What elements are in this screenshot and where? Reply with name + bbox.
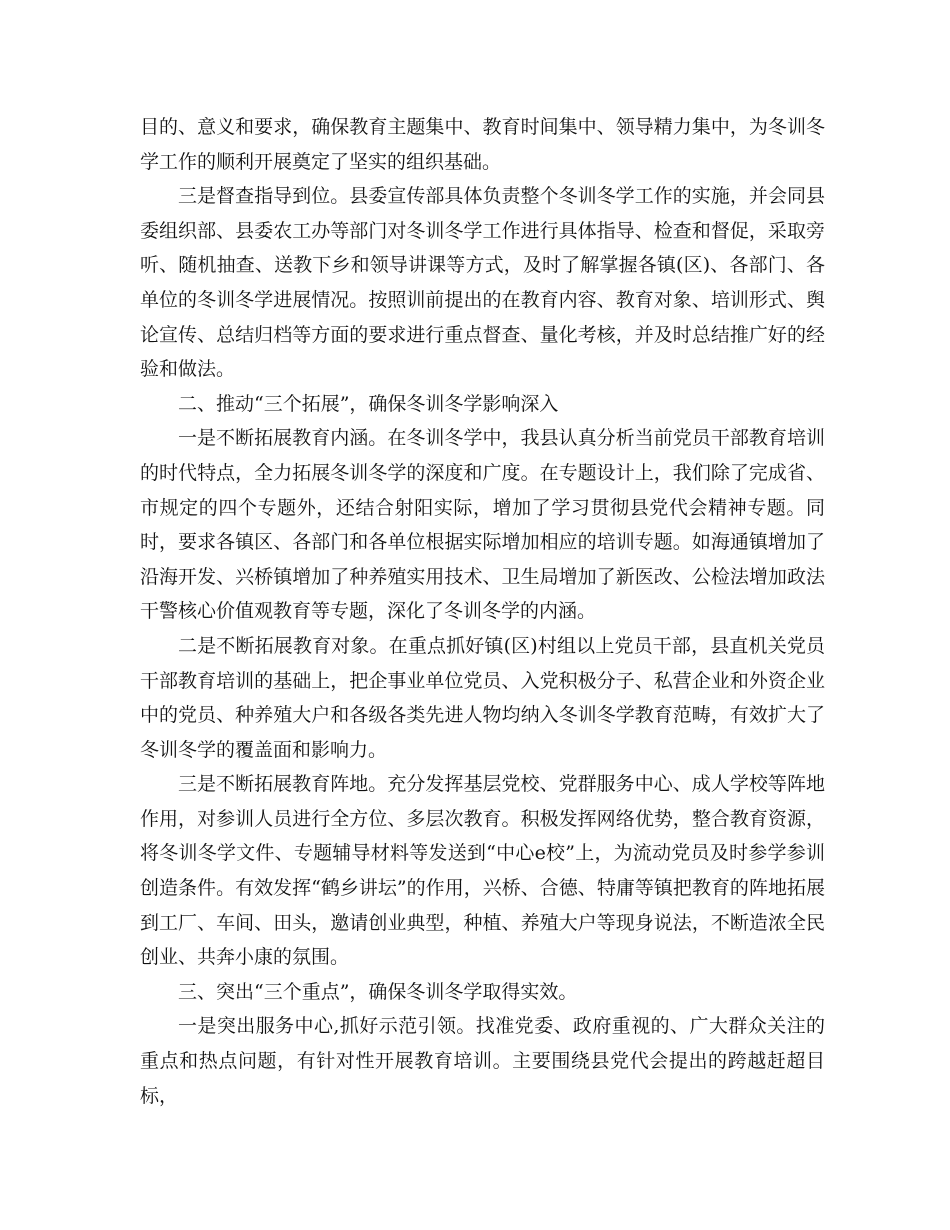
paragraph-expand-audience: 二是不断拓展教育对象。在重点抓好镇(区)村组以上党员干部，县直机关党员干部教育培训的基础上，把企事业单位党员、入党积极分子、私营企业和外资企业中的党员、种养殖大户和各级各类先进人物均纳入冬训冬学教育范畴，有效扩大了冬训冬学的覆盖面和影响力。 bbox=[140, 634, 825, 761]
paragraph-expand-content: 一是不断拓展教育内涵。在冬训冬学中，我县认真分析当前党员干部教育培训的时代特点，全力拓展冬训冬学的深度和广度。在专题设计上，我们除了完成省、市规定的四个专题外，还结合射阳实际，增加了学习贯彻县党代会精神专题。同时，要求各镇区、各部门和各单位根据实际增加相应的培训专题。如海通镇增加了沿海开发、兴桥镇增加了种养殖实用技术、卫生局增加了新医改、公检法增加政法干警核心价值观教育等专题，深化了冬训冬学的内涵。 bbox=[140, 427, 825, 623]
paragraph-serve-center: 一是突出服务中心,抓好示范引领。找准党委、政府重视的、广大群众关注的重点和热点问题，有针对性开展教育培训。主要围绕县党代会提出的跨越赶超目标， bbox=[140, 1015, 825, 1107]
section-heading-two: 二、推动“三个拓展”，确保冬训冬学影响深入 bbox=[178, 392, 559, 415]
section-heading-three: 三、突出“三个重点”，确保冬训冬学取得实效。 bbox=[178, 980, 578, 1003]
paragraph-expand-venues: 三是不断拓展教育阵地。充分发挥基层党校、党群服务中心、成人学校等阵地作用，对参训人员进行全方位、多层次教育。积极发挥网络优势，整合教育资源，将冬训冬学文件、专题辅导材料等发送到“中心e校”上，为流动党员及时参学参训创造条件。有效发挥“鹤乡讲坛”的作用，兴桥、合德、特庸等镇把教育的阵地拓展到工厂、车间、田头，邀请创业典型，种植、养殖大户等现身说法，不断造浓全民创业、共奔小康的氛围。 bbox=[140, 773, 825, 969]
paragraph-continuation: 目的、意义和要求，确保教育主题集中、教育时间集中、领导精力集中，为冬训冬学工作的顺利开展奠定了坚实的组织基础。 bbox=[140, 116, 825, 173]
paragraph-supervision: 三是督查指导到位。县委宣传部具体负责整个冬训冬学工作的实施，并会同县委组织部、县委农工办等部门对冬训冬学工作进行具体指导、检查和督促，采取旁听、随机抽查、送教下乡和领导讲课等方式，及时了解掌握各镇(区)、各部门、各单位的冬训冬学进展情况。按照训前提出的在教育内容、教育对象、培训形式、舆论宣传、总结归档等方面的要求进行重点督查、量化考核，并及时总结推广好的经验和做法。 bbox=[140, 185, 825, 381]
document-body bbox=[140, 110, 825, 1113]
